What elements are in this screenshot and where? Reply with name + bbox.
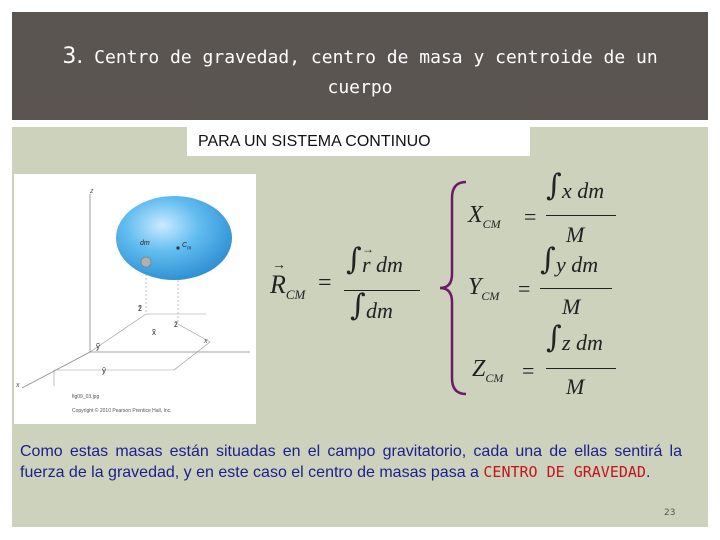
xcm-lhs: $X_{CM}$ [468, 202, 501, 231]
label-x-axis: x [16, 382, 20, 389]
cm-point [176, 246, 179, 249]
rcm-equation [266, 240, 426, 336]
ycm-integral: ∫ [540, 242, 556, 277]
label-y-bar: ȳ [102, 366, 106, 375]
figure-copyright: Copyright © 2010 Pearson Prentice Hall, Inc. [72, 408, 172, 414]
label-cm: $C_m$ [182, 242, 192, 252]
dm-element [141, 257, 151, 267]
zcm-equation [472, 322, 622, 402]
label-dm: dm [140, 240, 150, 247]
xcm-numerator: x dm [562, 178, 605, 203]
label-x: x [204, 338, 208, 345]
zcm-lhs: $Z_{CM}$ [472, 356, 504, 385]
body-blob [116, 196, 232, 280]
figure-drawing [14, 174, 256, 424]
xcm-denominator: M [566, 222, 585, 247]
label-z: z [90, 188, 94, 195]
zcm-numerator: z dm [562, 330, 603, 355]
rcm-equals: = [318, 270, 332, 296]
xcm-fraction-bar [546, 215, 616, 216]
highlight-term: CENTRO DE GRAVEDAD [483, 463, 646, 481]
label-z-tilde: z̃ [138, 304, 142, 313]
ycm-equation [468, 242, 618, 328]
label-z-bar: z̄ [174, 320, 178, 329]
rcm-lhs: → $R_{CM}$ [270, 258, 306, 303]
title-number: 3. [62, 44, 84, 69]
slide-title [12, 42, 708, 103]
xcm-equals: = [524, 204, 537, 229]
zcm-integral: ∫ [546, 320, 562, 355]
title-line-2: cuerpo [327, 77, 393, 98]
zcm-equals: = [522, 358, 535, 383]
body-text: Como estas masas están situadas en el campo gravitatorio, cada una de ellas sentirá la fuerza de la gravedad, y en este caso el centro de masas pasa a [20, 443, 682, 481]
zcm-denominator: M [566, 374, 585, 399]
rcm-denominator: dm [366, 298, 393, 323]
ycm-lhs: $Y_{CM}$ [468, 274, 500, 303]
xcm-integral: ∫ [546, 168, 562, 203]
section-subtitle: PARA UN SISTEMA CONTINUO [187, 127, 530, 156]
label-y-tilde: ỹ [96, 342, 100, 351]
zcm-fraction-bar [546, 368, 616, 369]
body-end: . [645, 464, 651, 481]
ycm-denominator: M [562, 294, 581, 319]
ycm-fraction-bar [540, 288, 612, 289]
rcm-den-integral: ∫ [350, 288, 366, 323]
title-bar [12, 12, 708, 120]
title-line-1: Centro de gravedad, centro de masa y centroide de un [94, 47, 658, 68]
rcm-numerator: → r dm [362, 242, 403, 277]
figure-filename: fig09_03.jpg [72, 394, 100, 400]
explanation-paragraph [20, 441, 682, 483]
center-of-mass-figure [14, 174, 256, 424]
ycm-equals: = [518, 276, 531, 301]
label-x-tilde: x̃ [152, 328, 156, 337]
brace-icon [436, 178, 470, 398]
page-number: 23 [664, 508, 676, 518]
xcm-equation [468, 168, 618, 252]
ycm-numerator: y dm [556, 252, 599, 277]
rcm-num-integral: ∫ [346, 242, 362, 277]
